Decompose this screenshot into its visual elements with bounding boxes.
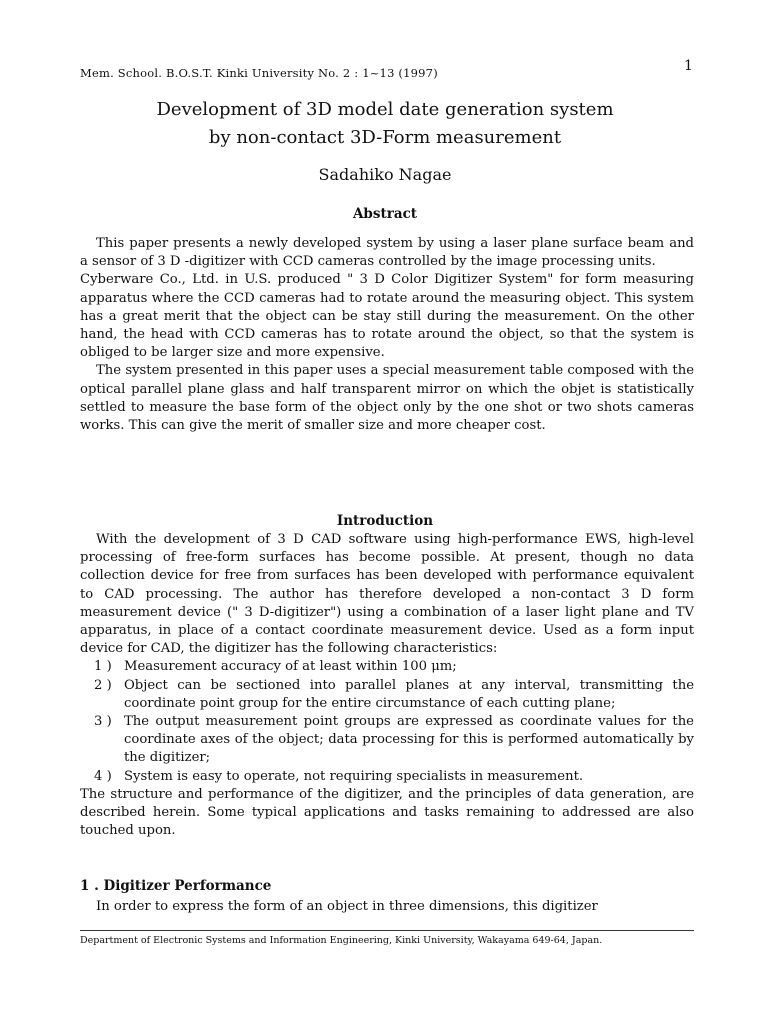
introduction-heading: Introduction	[336, 513, 434, 529]
section-1-heading: 1 . Digitizer Performance	[80, 878, 272, 894]
list-number: 1 )	[94, 659, 112, 675]
paper-title	[0, 96, 770, 152]
abstract-paragraph-3: The system presented in this paper uses a special measurement table composed with the optical parallel plane glass and half transparent mirror on which the objet is statistically settled to measure the base form of the object only by the one shot or two shots cameras works. This can give the merit of smaller size and more cheaper cost.	[80, 363, 694, 434]
page-number: 1	[684, 58, 693, 74]
section-1-first-line: In order to express the form of an object in three dimensions, this digitizer	[96, 899, 598, 914]
list-item	[80, 713, 694, 768]
abstract-paragraph-2: Cyberware Co., Ltd. in U.S. produced " 3 D Color Digitizer System" for form measuring apparatus where the CCD cameras had to rotate around the measuring object. This system has a great merit that the object can be stay still during the measurement. On the other hand, the head with CCD cameras has to rotate around the object, so that the system is obliged to be larger size and more expensive.	[80, 272, 694, 361]
list-number: 4 )	[94, 768, 112, 784]
list-item	[80, 768, 694, 786]
list-item	[80, 677, 694, 713]
list-item	[80, 658, 694, 676]
list-text: The output measurement point groups are expressed as coordinate values for the coordinate axes of the object; data processing for this is performed automatically by the digitizer;	[124, 714, 694, 766]
abstract-paragraph-1: This paper presents a newly developed system by using a laser plane surface beam and a sensor of 3 D -digitizer with CCD cameras controlled by the image processing units.	[80, 236, 694, 270]
list-text: System is easy to operate, not requiring specialists in measurement.	[124, 768, 584, 784]
journal-citation: Mem. School. B.O.S.T. Kinki University No. 2 : 1~13 (1997)	[80, 66, 438, 80]
author-name: Sadahiko Nagae	[318, 165, 452, 184]
title-line-1: Development of 3D model date generation system	[156, 99, 614, 120]
title-line-2: by non-contact 3D-Form measurement	[208, 127, 562, 148]
introduction-body	[80, 531, 694, 840]
list-number: 2 )	[94, 677, 112, 693]
affiliation-footnote: Department of Electronic Systems and Information Engineering, Kinki University, Wakayama 649-64, Japan.	[80, 935, 603, 946]
abstract-heading: Abstract	[352, 206, 418, 222]
abstract-body	[80, 235, 694, 435]
list-text: Object can be sectioned into parallel planes at any interval, transmitting the coordinate point group for the entire circumstance of each cutting plane;	[124, 677, 694, 711]
list-text: Measurement accuracy of at least within 100 μm;	[124, 659, 457, 675]
introduction-paragraph-1: With the development of 3 D CAD software using high-performance EWS, high-level processing of free-form surfaces has become possible. At present, though no data collection device for free from surfaces has been developed with performance equivalent to CAD processing. The author has therefore developed a non-contact 3 D form measurement device (" 3 D-digitizer") using a combination of a laser light plane and TV apparatus, in place of a contact coordinate measurement device. Used as a form input device for CAD, the digitizer has the following characteristics:	[80, 532, 694, 657]
introduction-closing: The structure and performance of the digitizer, and the principles of data generation, are described herein. Some typical applications and tasks remaining to addressed are also touched upon.	[80, 786, 694, 839]
footnote-divider	[80, 930, 694, 931]
list-number: 3 )	[94, 714, 112, 730]
